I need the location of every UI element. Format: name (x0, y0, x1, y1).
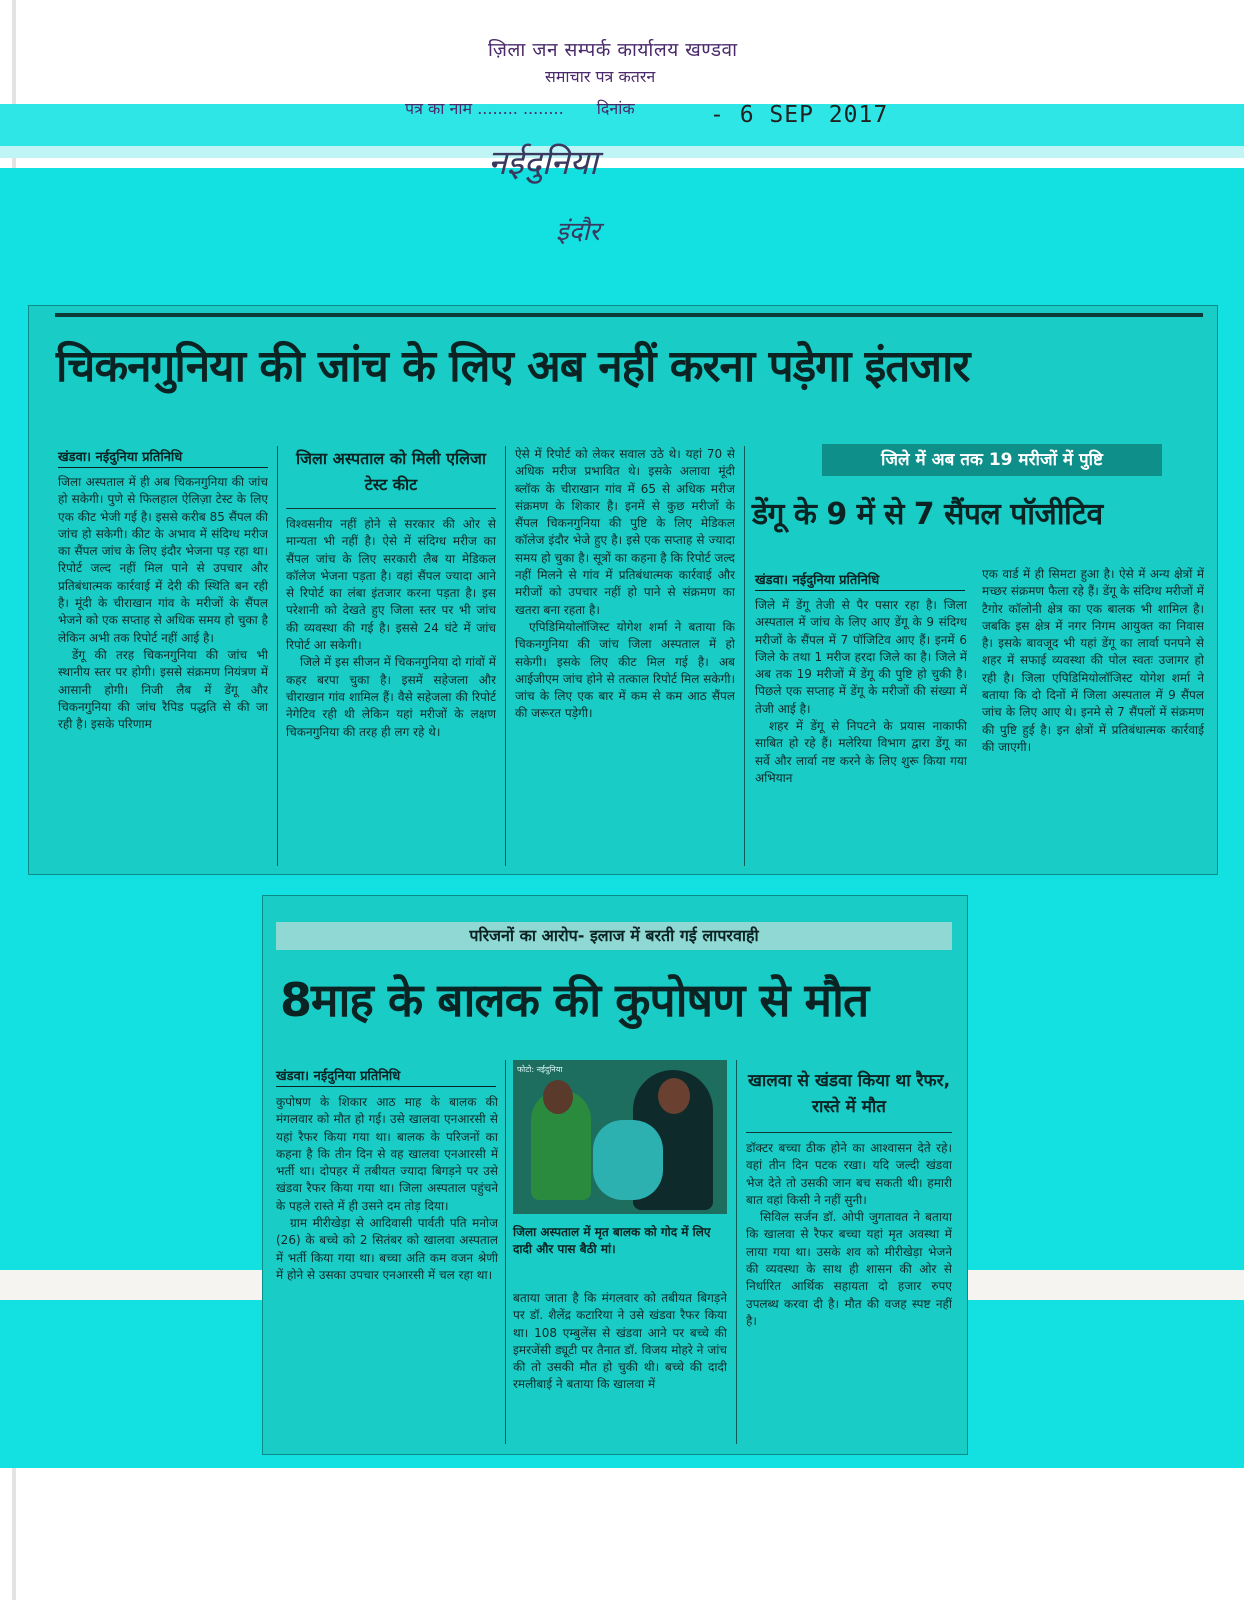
article3-column-1 (276, 1094, 498, 1444)
photo-figure (593, 1120, 663, 1200)
city-handwritten: इंदौर (556, 217, 600, 247)
paragraph: डेंगू की तरह चिकनगुनिया की जांच भी स्थानीय स्तर पर होगी। इससे संक्रमण नियंत्रण में आसानी होगी। निजी लैब में डेंगू और चिकनगुनिया की जांच रैपिड पद्धति से की जा रही है। इसके परिणाम (58, 647, 268, 732)
paragraph: विश्वसनीय नहीं होने से सरकार की ओर से मान्यता भी नहीं है। ऐसे में संदिग्ध मरीज का सैंपल जांच के लिए सरकारी लैब या मेडिकल कॉलेज भेजना पड़ता है। वहां सैंपल ज्यादा आने से रिपोर्ट का लंबा इंतजार करना पड़ता है। इस परेशानी को देखते हुए जिला स्तर पर भी जांच की व्यवस्था की गई है। इससे 24 घंटे में जांच रिपोर्ट आ सकेगी। (286, 517, 496, 653)
article1-column-3 (515, 446, 735, 866)
article1-headline: चिकनगुनिया की जांच के लिए अब नहीं करना पड़ेगा इंतजार (56, 341, 970, 392)
column-divider (505, 446, 506, 866)
paragraph: बताया जाता है कि मंगलवार को तबीयत बिगड़ने पर डॉ. शैलेंद्र कटारिया ने उसे खंडवा रैफर किया था। 108 एम्बुलेंस से खंडवा आने पर बच्चे की इमरजेंसी ड्यूटी पर तैनात डॉ. विजय मोहरे ने जांच की तो उसकी मौत हो चुकी थी। बच्चे की दादी रमलीबाई ने बताया कि खालवा में (513, 1291, 727, 1392)
photo-credit: फोटो: नईदुनिया (517, 1065, 563, 1074)
scan-band (0, 146, 1244, 158)
subhead-rule (286, 508, 496, 509)
article3-column-3 (746, 1140, 952, 1444)
photo-figure (658, 1078, 690, 1114)
column-divider (744, 446, 745, 866)
paragraph: जिले में डेंगू तेजी से पैर पसार रहा है। जिला अस्पताल में जांच के लिए आए डेंगू के 9 संदिग्ध मरीजों के सैंपल में 7 पॉजिटिव आए हैं। इनमें 6 जिले के तथा 1 मरीज हरदा जिले का है। जिले में अब तक 19 मरीजों में डेंगू की पुष्टि हो चुकी है। पिछले एक सप्ताह में डेंगू के मरीजों की संख्या में तेजी आई है। (755, 598, 967, 716)
article3-dateline: खंडवा। नईदुनिया प्रतिनिधि (276, 1066, 496, 1087)
news-photo (513, 1060, 727, 1214)
article2-dateline: खंडवा। नईदुनिया प्रतिनिधि (755, 570, 965, 591)
article1-column-1 (58, 474, 268, 866)
paragraph: ऐसे में रिपोर्ट को लेकर सवाल उठे थे। यहां 70 से अधिक मरीज प्रभावित थे। इसके अलावा मूंदी ब्लॉक के चीराखान गांव में 65 से अधिक मरीज संक्रमण के शिकार है। इनमें से कुछ मरीजों के सैंपल चिकनगुनिया की पुष्टि के लिए मेडिकल कॉलेज इंदौर भेजे हुए है। इसे एक सप्ताह से ज्यादा समय हो चुका है। सूत्रों का कहना है कि रिपोर्ट जल्द नहीं मिलने से गांव में प्रतिबंधात्मक कार्रवाई और मरीजों को उपचार नहीं हो पाने से संक्रमण का खतरा बना रहता है। (515, 447, 735, 617)
paragraph: ग्राम मीरीखेड़ा से आदिवासी पार्वती पति मनोज (26) के बच्चे को 2 सितंबर को खालवा अस्पताल में भर्ती किया गया था। बच्चा अति कम वजन श्रेणी में होने से उसका उपचार एनआरसी में चल रहा था। (276, 1216, 498, 1282)
paragraph: कुपोषण के शिकार आठ माह के बालक की मंगलवार को मौत हो गई। उसे खालवा एनआरसी से यहां रैफर किया गया था। बालक के परिजनों का कहना है कि तीन दिन से वह खालवा एनआरसी में भर्ती था। दोपहर में तबीयत ज्यादा बिगड़ने पर उसे खंडवा रैफर किया गया था। जिला अस्पताल पहुंचने के पहले रास्ते में ही उसने दम तोड़ दिया। (276, 1095, 498, 1213)
paragraph: डॉक्टर बच्चा ठीक होने का आश्वासन देते रहे। वहां तीन दिन पटक रखा। यदि जल्दी खंडवा भेज देते तो उसकी जान बच सकती थी। हमारी बात वहां किसी ने नहीं सुनी। (746, 1141, 952, 1207)
column-divider (277, 446, 278, 866)
paragraph: एपिडिमियोलॉजिस्ट योगेश शर्मा ने बताया कि चिकनगुनिया की जांच जिला अस्पताल में हो सकेगी। इसके लिए कीट मिल गई है। अब आईजीएम जांच होने से तत्काल रिपोर्ट मिल सकेगी। जांच के लिए एक बार में कम से कम आठ सैंपल की जरूरत पड़ेगी। (515, 619, 735, 721)
paper-name-handwritten: नईदुनिया (488, 143, 598, 183)
stamp-paper-label (405, 97, 635, 119)
stamp-date: - 6 SEP 2017 (710, 102, 889, 128)
article3-headline: 8माह के बालक की कुपोषण से मौत (280, 973, 869, 1027)
article3-subhead: खालवा से खंडवा किया था रैफर, रास्ते में मौत (747, 1071, 951, 1117)
article2-kicker: जिले में अब तक 19 मरीजों में पुष्टि (822, 444, 1162, 476)
stamp-office: ज़िला जन सम्पर्क कार्यालय खण्डवा (488, 39, 738, 61)
paragraph: जिला अस्पताल में ही अब चिकनगुनिया की जांच हो सकेगी। पुणे से फिलहाल ऐलिज़ा टेस्ट के लिए एक कीट भेजी गई है। इससे करीब 85 सैंपल की जांच हो सकेगी। कीट के अभाव में संदिग्ध मरीज का सैंपल जांच के लिए इंदौर भेजना पड़ रहा था। रिपोर्ट जल्द नहीं मिल पाने से उपचार और प्रतिबंधात्मक कार्रवाई में देरी की स्थिति बन रही है। मूंदी के चीराखान गांव के मरीजों के सैंपल भेजने को एक सप्ताह से अधिक समय हो चुका है लेकिन अभी तक रिपोर्ट नहीं आई है। (58, 475, 268, 645)
article1-column-2 (286, 516, 496, 866)
article1-dateline: खंडवा। नईदुनिया प्रतिनिधि (58, 447, 268, 468)
top-rule (55, 313, 1203, 317)
photo-figure (543, 1080, 573, 1114)
article3-column-2 (513, 1290, 727, 1444)
photo-caption: जिला अस्पताल में मृत बालक को गोद में लिए दादी और पास बैठी मां। (513, 1225, 711, 1256)
paragraph: शहर में डेंगू से निपटने के प्रयास नाकाफी साबित हो रहे हैं। मलेरिया विभाग द्वारा डेंगू का सर्वे और लार्वा नष्ट करने के लिए शुरू किया गया अभियान (755, 719, 967, 785)
column-divider (505, 1060, 506, 1444)
article1-subhead: जिला अस्पताल को मिली एलिजा टेस्ट कीट (296, 449, 486, 494)
paragraph: सिविल सर्जन डॉ. ओपी जुगतावत ने बताया कि खालवा से रैफर बच्चा यहां मृत अवस्था में लाया गया था। उसके शव को मीरीखेड़ा भेजने की व्यवस्था के साथ ही शासन की ओर से निर्धारित आर्थिक सहायता दो हजार रुपए उपलब्ध करवा दी है। मौत की वजह स्पष्ट नहीं है। (746, 1210, 952, 1328)
column-divider (736, 1060, 737, 1444)
paragraph: जिले में इस सीजन में चिकनगुनिया दो गांवों में कहर बरपा चुका है। इसमें सहेजला और चीराखान गांव शामिल हैं। वैसे सहेजला की रिपोर्ट नेगेटिव रही थी लेकिन यहां मरीजों के लक्षण चिकनगुनिया की तरह ही लग रहे थे। (286, 655, 496, 739)
stamp-section: समाचार पत्र कतरन (545, 67, 656, 86)
date-label: दिनांक (596, 99, 635, 118)
paragraph: एक वार्ड में ही सिमटा हुआ है। ऐसे में अन्य क्षेत्रों में मच्छर संक्रमण फैला रहे हैं। डेंगू के संदिग्ध मरीजों में टैगोर कॉलोनी क्षेत्र का एक बालक भी शामिल है। जबकि इस क्षेत्र में नगर निगम आयुक्त का निवास है। इसके बावजूद भी यहां डेंगू का लार्वा पनपने से शहर में सफाई व्यवस्था की पोल स्वतः उजागर हो रही है। जिला एपिडिमियोलॉजिस्ट योगेश शर्मा ने बताया कि दो दिनों में जिला अस्पताल में 9 सैंपल जांच के लिए आए थे। इनमे से 7 सैंपलों में संक्रमण की पुष्टि हुई है। इन क्षेत्रों में प्रतिबंधात्मक कार्रवाई की जाएगी। (982, 567, 1204, 754)
paper-label: पत्र का नाम ........ ........ (405, 99, 564, 118)
article2-column-2 (982, 566, 1204, 868)
article2-headline: डेंगू के 9 में से 7 सैंपल पॉजीटिव (752, 497, 1103, 532)
article2-column-1 (755, 597, 967, 869)
article3-kicker: परिजनों का आरोप- इलाज में बरती गई लापरवाही (276, 922, 952, 950)
subhead-rule (746, 1132, 952, 1133)
